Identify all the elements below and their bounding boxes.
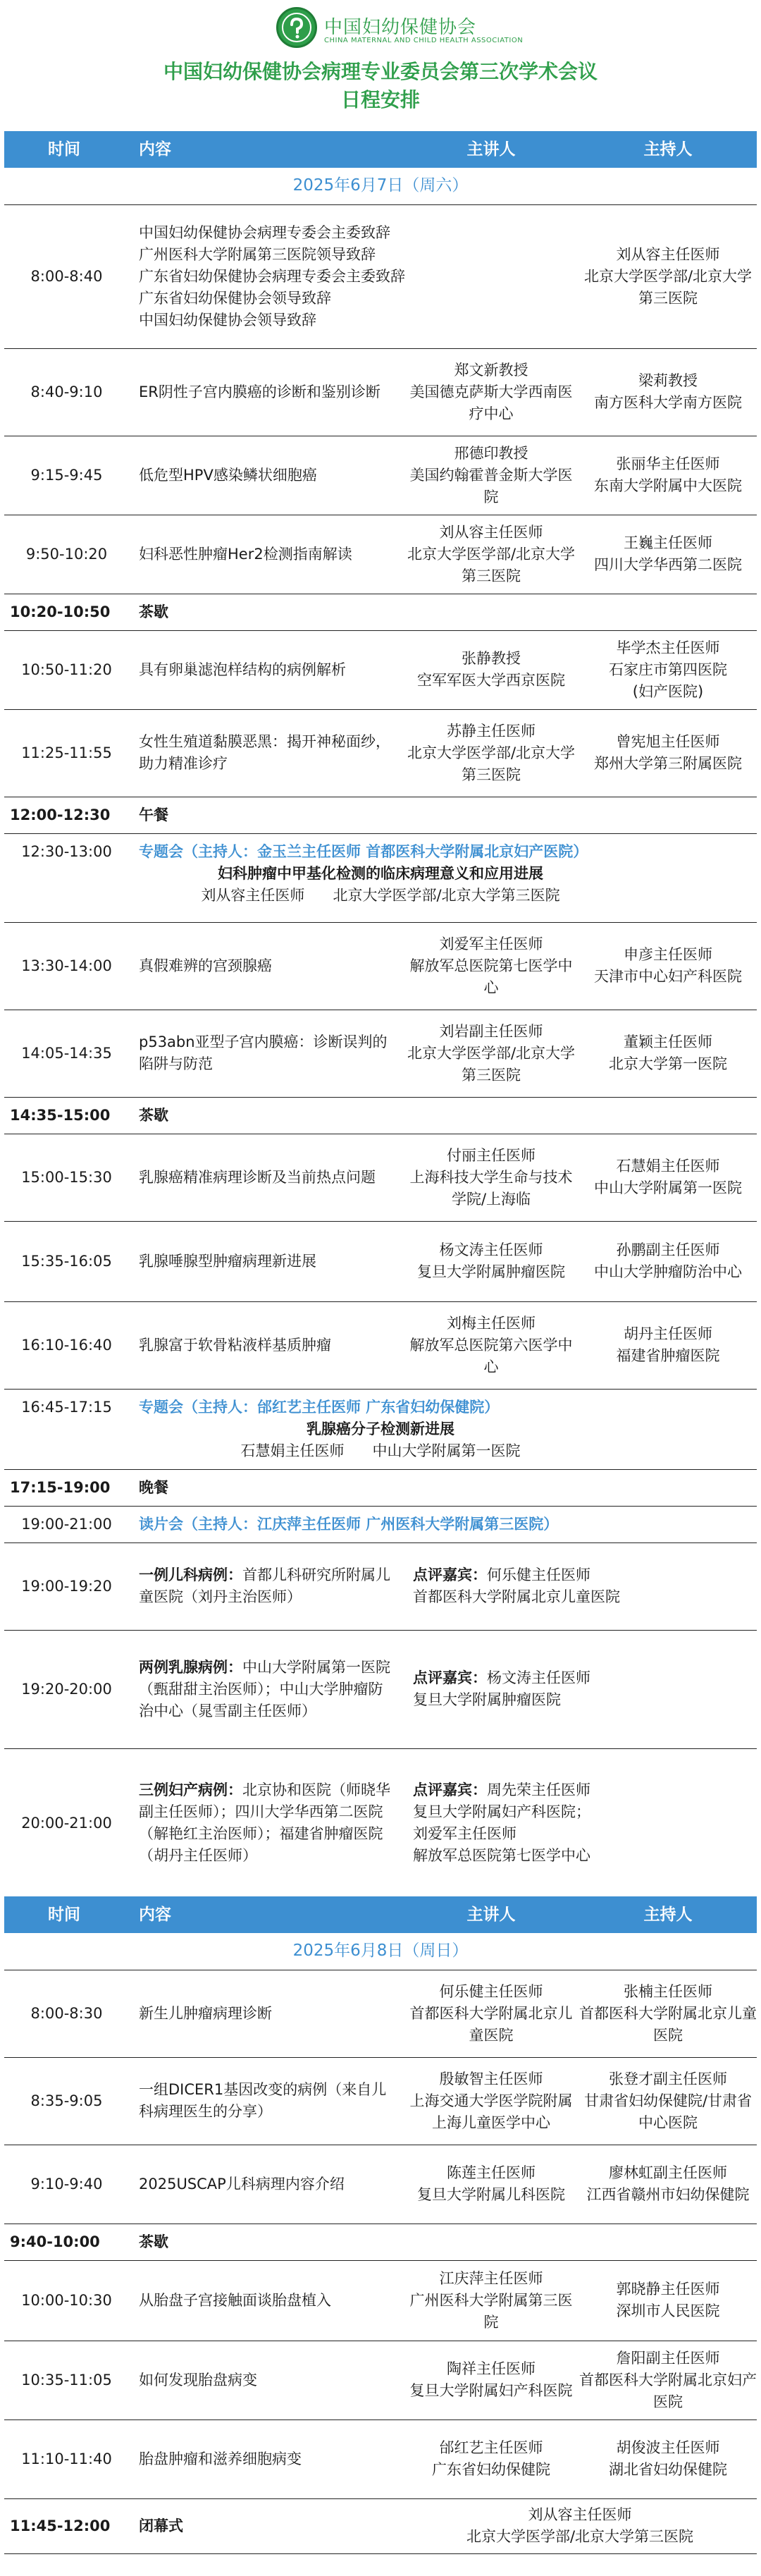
case-text: 北京协和医院（师晓华副主任医师）；四川大学华西第二医院（解艳红主治医师）；福建省肿瘤医院（胡丹主任医师） [139,1781,390,1864]
case-label: 一例儿科病例： [139,1566,242,1583]
session-topic: 具有卵巢滤泡样结构的病例解析 [129,630,403,709]
session-host: 董颖主任医师 北京大学第一医院 [579,1010,757,1097]
session-speaker: 张静教授 空军军医大学西京医院 [403,630,579,709]
guest-label: 点评嘉宾： [413,1781,487,1798]
session-time: 19:00-19:20 [4,1542,129,1630]
session-topic: 乳腺唾腺型肿瘤病理新进展 [129,1221,403,1301]
break-row [4,797,757,833]
table-row [4,1134,757,1221]
session-host: 王巍主任医师 四川大学华西第二医院 [579,515,757,594]
break-label: 茶歇 [129,1097,757,1134]
table-row [4,204,757,348]
special-session-speaker: 石慧娟主任医师 中山大学附属第一医院 [240,1442,521,1459]
session-time: 9:15-9:45 [4,436,129,515]
table-row [4,1970,757,2057]
association-emblem-icon [276,7,317,48]
session-host: 胡丹主任医师 福建省肿瘤医院 [579,1301,757,1389]
session-time: 12:30-13:00 [4,833,129,922]
table-row [4,922,757,1010]
session-speaker: 付丽主任医师 上海科技大学生命与技术学院/上海临 [403,1134,579,1221]
session-speaker: 江庆萍主任医师 广州医科大学附属第三医院 [403,2260,579,2341]
session-time: 11:10-11:40 [4,2419,129,2498]
session-time: 8:00-8:40 [4,204,129,348]
session-time: 11:45-12:00 [4,2498,129,2553]
table-header [4,131,757,168]
session-time: 15:00-15:30 [4,1134,129,1221]
session-host: 张楠主任医师 首都医科大学附属北京儿童医院 [579,1970,757,2057]
break-time: 9:40-10:00 [4,2224,129,2260]
break-label: 晚餐 [129,1469,757,1506]
session-time: 16:10-16:40 [4,1301,129,1389]
page-subtitle: 日程安排 [340,88,420,111]
session-time: 8:00-8:30 [4,1970,129,2057]
session-speaker: 郑文新教授 美国德克萨斯大学西南医疗中心 [403,348,579,436]
col-time: 时间 [4,131,129,168]
session-host: 曾宪旭主任医师 郑州大学第三附属医院 [579,709,757,797]
special-session-content [129,833,757,922]
session-speaker: 殷敏智主任医师 上海交通大学医学院附属上海儿童医学中心 [403,2057,579,2145]
review-guest [403,1748,757,1898]
session-time: 9:10-9:40 [4,2145,129,2224]
break-time: 14:35-15:00 [4,1097,129,1134]
table-row [4,2145,757,2224]
break-row [4,594,757,630]
session-topic: 如何发现胎盘病变 [129,2341,403,2419]
session-speaker: 刘从容主任医师 北京大学医学部/北京大学第三医院 [403,2498,757,2553]
table-row [4,2057,757,2145]
session-topic: ER阴性子宫内膜癌的诊断和鉴别诊断 [129,348,403,436]
session-speaker: 刘梅主任医师 解放军总医院第六医学中心 [403,1301,579,1389]
session-time: 8:35-9:05 [4,2057,129,2145]
session-host: 张登才副主任医师 甘肃省妇幼保健院/甘肃省中心医院 [579,2057,757,2145]
session-topic: 从胎盘子宫接触面谈胎盘植入 [129,2260,403,2341]
session-time: 19:00-21:00 [4,1506,129,1542]
session-content [129,204,579,348]
session-time: 10:00-10:30 [4,2260,129,2341]
header [0,0,761,131]
table-row [4,515,757,594]
break-row [4,1469,757,1506]
session-host: 詹阳副主任医师 首都医科大学附属北京妇产医院 [579,2341,757,2419]
case-content [129,1542,403,1630]
session-topic: 妇科恶性肿瘤Her2检测指南解读 [129,515,403,594]
break-row [4,1097,757,1134]
col-speaker: 主讲人 [403,1896,579,1933]
session-topic: 新生儿肿瘤病理诊断 [129,1970,403,2057]
case-content [129,1630,403,1748]
session-topic: 2025USCAP儿科病理内容介绍 [129,2145,403,2224]
break-time: 17:15-19:00 [4,1469,129,1506]
session-time: 20:00-21:00 [4,1748,129,1898]
session-topic: 胎盘肿瘤和滋养细胞病变 [129,2419,403,2498]
list-item: 中国妇幼保健协会病理专委会主委致辞 [139,223,390,241]
table-row [4,2260,757,2341]
session-time: 9:50-10:20 [4,515,129,594]
special-session-subtitle: 乳腺癌分子检测新进展 [307,1420,454,1437]
review-guest [403,1630,757,1748]
session-speaker: 邢德印教授 美国约翰霍普金斯大学医院 [403,436,579,515]
table-row [4,709,757,797]
org-name-en: CHINA MATERNAL AND CHILD HEALTH ASSOCIATION [324,37,524,44]
session-time: 11:25-11:55 [4,709,129,797]
special-session-speaker: 刘从容主任医师 北京大学医学部/北京大学第三医院 [201,886,560,904]
break-label: 午餐 [129,797,757,833]
date-label: 2025年6月7日（周六） [4,168,757,204]
guest-text: 周先荣主任医师 复旦大学附属妇产科医院； 刘爱军主任医师 解放军总医院第七医学中心 [413,1781,590,1864]
table-row [4,1542,757,1630]
session-topic: 低危型HPV感染鳞状细胞癌 [129,436,403,515]
list-item: 中国妇幼保健协会领导致辞 [139,311,316,329]
session-time: 8:40-9:10 [4,348,129,436]
session-host: 毕学杰主任医师 石家庄市第四医院 (妇产医院) [579,630,757,709]
session-speaker: 刘岩副主任医师 北京大学医学部/北京大学第三医院 [403,1010,579,1097]
special-session-title: 专题会（主持人：邰红艺主任医师 广东省妇幼保健院） [139,1398,500,1416]
session-time: 10:35-11:05 [4,2341,129,2419]
table-row [4,2498,757,2553]
special-session-title: 专题会（主持人：金玉兰主任医师 首都医科大学附属北京妇产医院） [139,842,588,860]
schedule-day2 [4,1896,757,2554]
col-host: 主持人 [579,1896,757,1933]
session-topic: 乳腺癌精准病理诊断及当前热点问题 [129,1134,403,1221]
table-row [4,630,757,709]
guest-label: 点评嘉宾： [413,1669,487,1686]
col-speaker: 主讲人 [403,131,579,168]
session-speaker: 陶祥主任医师 复旦大学附属妇产科医院 [403,2341,579,2419]
session-host: 申彦主任医师 天津市中心妇产科医院 [579,922,757,1010]
session-host: 孙鹏副主任医师 中山大学肿瘤防治中心 [579,1221,757,1301]
break-time: 12:00-12:30 [4,797,129,833]
session-time: 16:45-17:15 [4,1389,129,1469]
session-host: 梁莉教授 南方医科大学南方医院 [579,348,757,436]
session-topic: 真假难辨的宫颈腺癌 [129,922,403,1010]
special-session-subtitle: 妇科肿瘤中甲基化检测的临床病理意义和应用进展 [218,864,543,882]
special-session-row [4,1389,757,1469]
list-item: 广东省妇幼保健协会病理专委会主委致辞 [139,267,405,285]
table-row [4,1301,757,1389]
session-host: 郭晓静主任医师 深圳市人民医院 [579,2260,757,2341]
session-time: 13:30-14:00 [4,922,129,1010]
logo [0,4,761,49]
special-session-row [4,833,757,922]
session-speaker: 杨文涛主任医师 复旦大学附属肿瘤医院 [403,1221,579,1301]
session-speaker: 陈莲主任医师 复旦大学附属儿科医院 [403,2145,579,2224]
session-time: 14:05-14:35 [4,1010,129,1097]
review-guest [403,1542,757,1630]
case-label: 两例乳腺病例： [139,1658,242,1676]
closing-label: 闭幕式 [129,2498,403,2553]
break-label: 茶歇 [129,594,757,630]
case-content [129,1748,403,1898]
guest-text: 杨文涛主任医师 复旦大学附属肿瘤医院 [413,1669,590,1708]
session-topic: p53abn亚型子宫内膜癌：诊断误判的陷阱与防范 [129,1010,403,1097]
schedule-day1 [4,131,757,1899]
date-row [4,1933,757,1970]
date-label: 2025年6月8日（周日） [4,1933,757,1970]
session-speaker: 何乐健主任医师 首都医科大学附属北京儿童医院 [403,1970,579,2057]
list-item: 广州医科大学附属第三医院领导致辞 [139,245,376,263]
session-speaker: 邰红艺主任医师 广东省妇幼保健院 [403,2419,579,2498]
session-topic: 一组DICER1基因改变的病例（来自儿科病理医生的分享） [129,2057,403,2145]
col-content: 内容 [129,1896,403,1933]
table-row [4,2419,757,2498]
break-time: 10:20-10:50 [4,594,129,630]
table-header [4,1896,757,1933]
case-text: 首都儿科研究所附属儿童医院（刘丹主治医师） [139,1566,390,1605]
table-row [4,1748,757,1898]
session-topic: 乳腺富于软骨粘液样基质肿瘤 [129,1301,403,1389]
table-row [4,436,757,515]
list-item: 广东省妇幼保健协会领导致辞 [139,289,331,307]
table-row [4,1221,757,1301]
page-title: 中国妇幼保健协会病理专业委员会第三次学术会议 [163,60,598,83]
special-session-content [129,1389,757,1469]
session-time: 15:35-16:05 [4,1221,129,1301]
case-label: 三例妇产病例： [139,1781,242,1798]
col-content: 内容 [129,131,403,168]
col-time: 时间 [4,1896,129,1933]
table-row [4,348,757,436]
session-speaker: 苏静主任医师 北京大学医学部/北京大学第三医院 [403,709,579,797]
session-host: 石慧娟主任医师 中山大学附属第一医院 [579,1134,757,1221]
break-label: 茶歇 [129,2224,757,2260]
special-session-row [4,1506,757,1542]
session-speaker: 刘从容主任医师 北京大学医学部/北京大学第三医院 [403,515,579,594]
table-row [4,1630,757,1748]
session-time: 19:20-20:00 [4,1630,129,1748]
special-session-title: 读片会（主持人：江庆萍主任医师 广州医科大学附属第三医院） [129,1506,757,1542]
session-speaker: 刘爱军主任医师 解放军总医院第七医学中心 [403,922,579,1010]
org-name-cn: 中国妇幼保健协会 [324,17,477,38]
session-topic: 女性生殖道黏膜恶黑：揭开神秘面纱，助力精准诊疗 [129,709,403,797]
session-time: 10:50-11:20 [4,630,129,709]
session-host: 张丽华主任医师 东南大学附属中大医院 [579,436,757,515]
col-host: 主持人 [579,131,757,168]
table-row [4,2341,757,2419]
session-host: 胡俊波主任医师 湖北省妇幼保健院 [579,2419,757,2498]
date-row [4,168,757,204]
break-row [4,2224,757,2260]
guest-label: 点评嘉宾： [413,1566,487,1583]
session-host: 刘从容主任医师 北京大学医学部/北京大学第三医院 [579,204,757,348]
session-host: 廖林虹副主任医师 江西省赣州市妇幼保健院 [579,2145,757,2224]
case-text: 中山大学附属第一医院（甄甜甜主治医师）；中山大学肿瘤防治中心（晁雪副主任医师） [139,1658,390,1719]
table-row [4,1010,757,1097]
guest-text: 何乐健主任医师 首都医科大学附属北京儿童医院 [413,1566,620,1605]
